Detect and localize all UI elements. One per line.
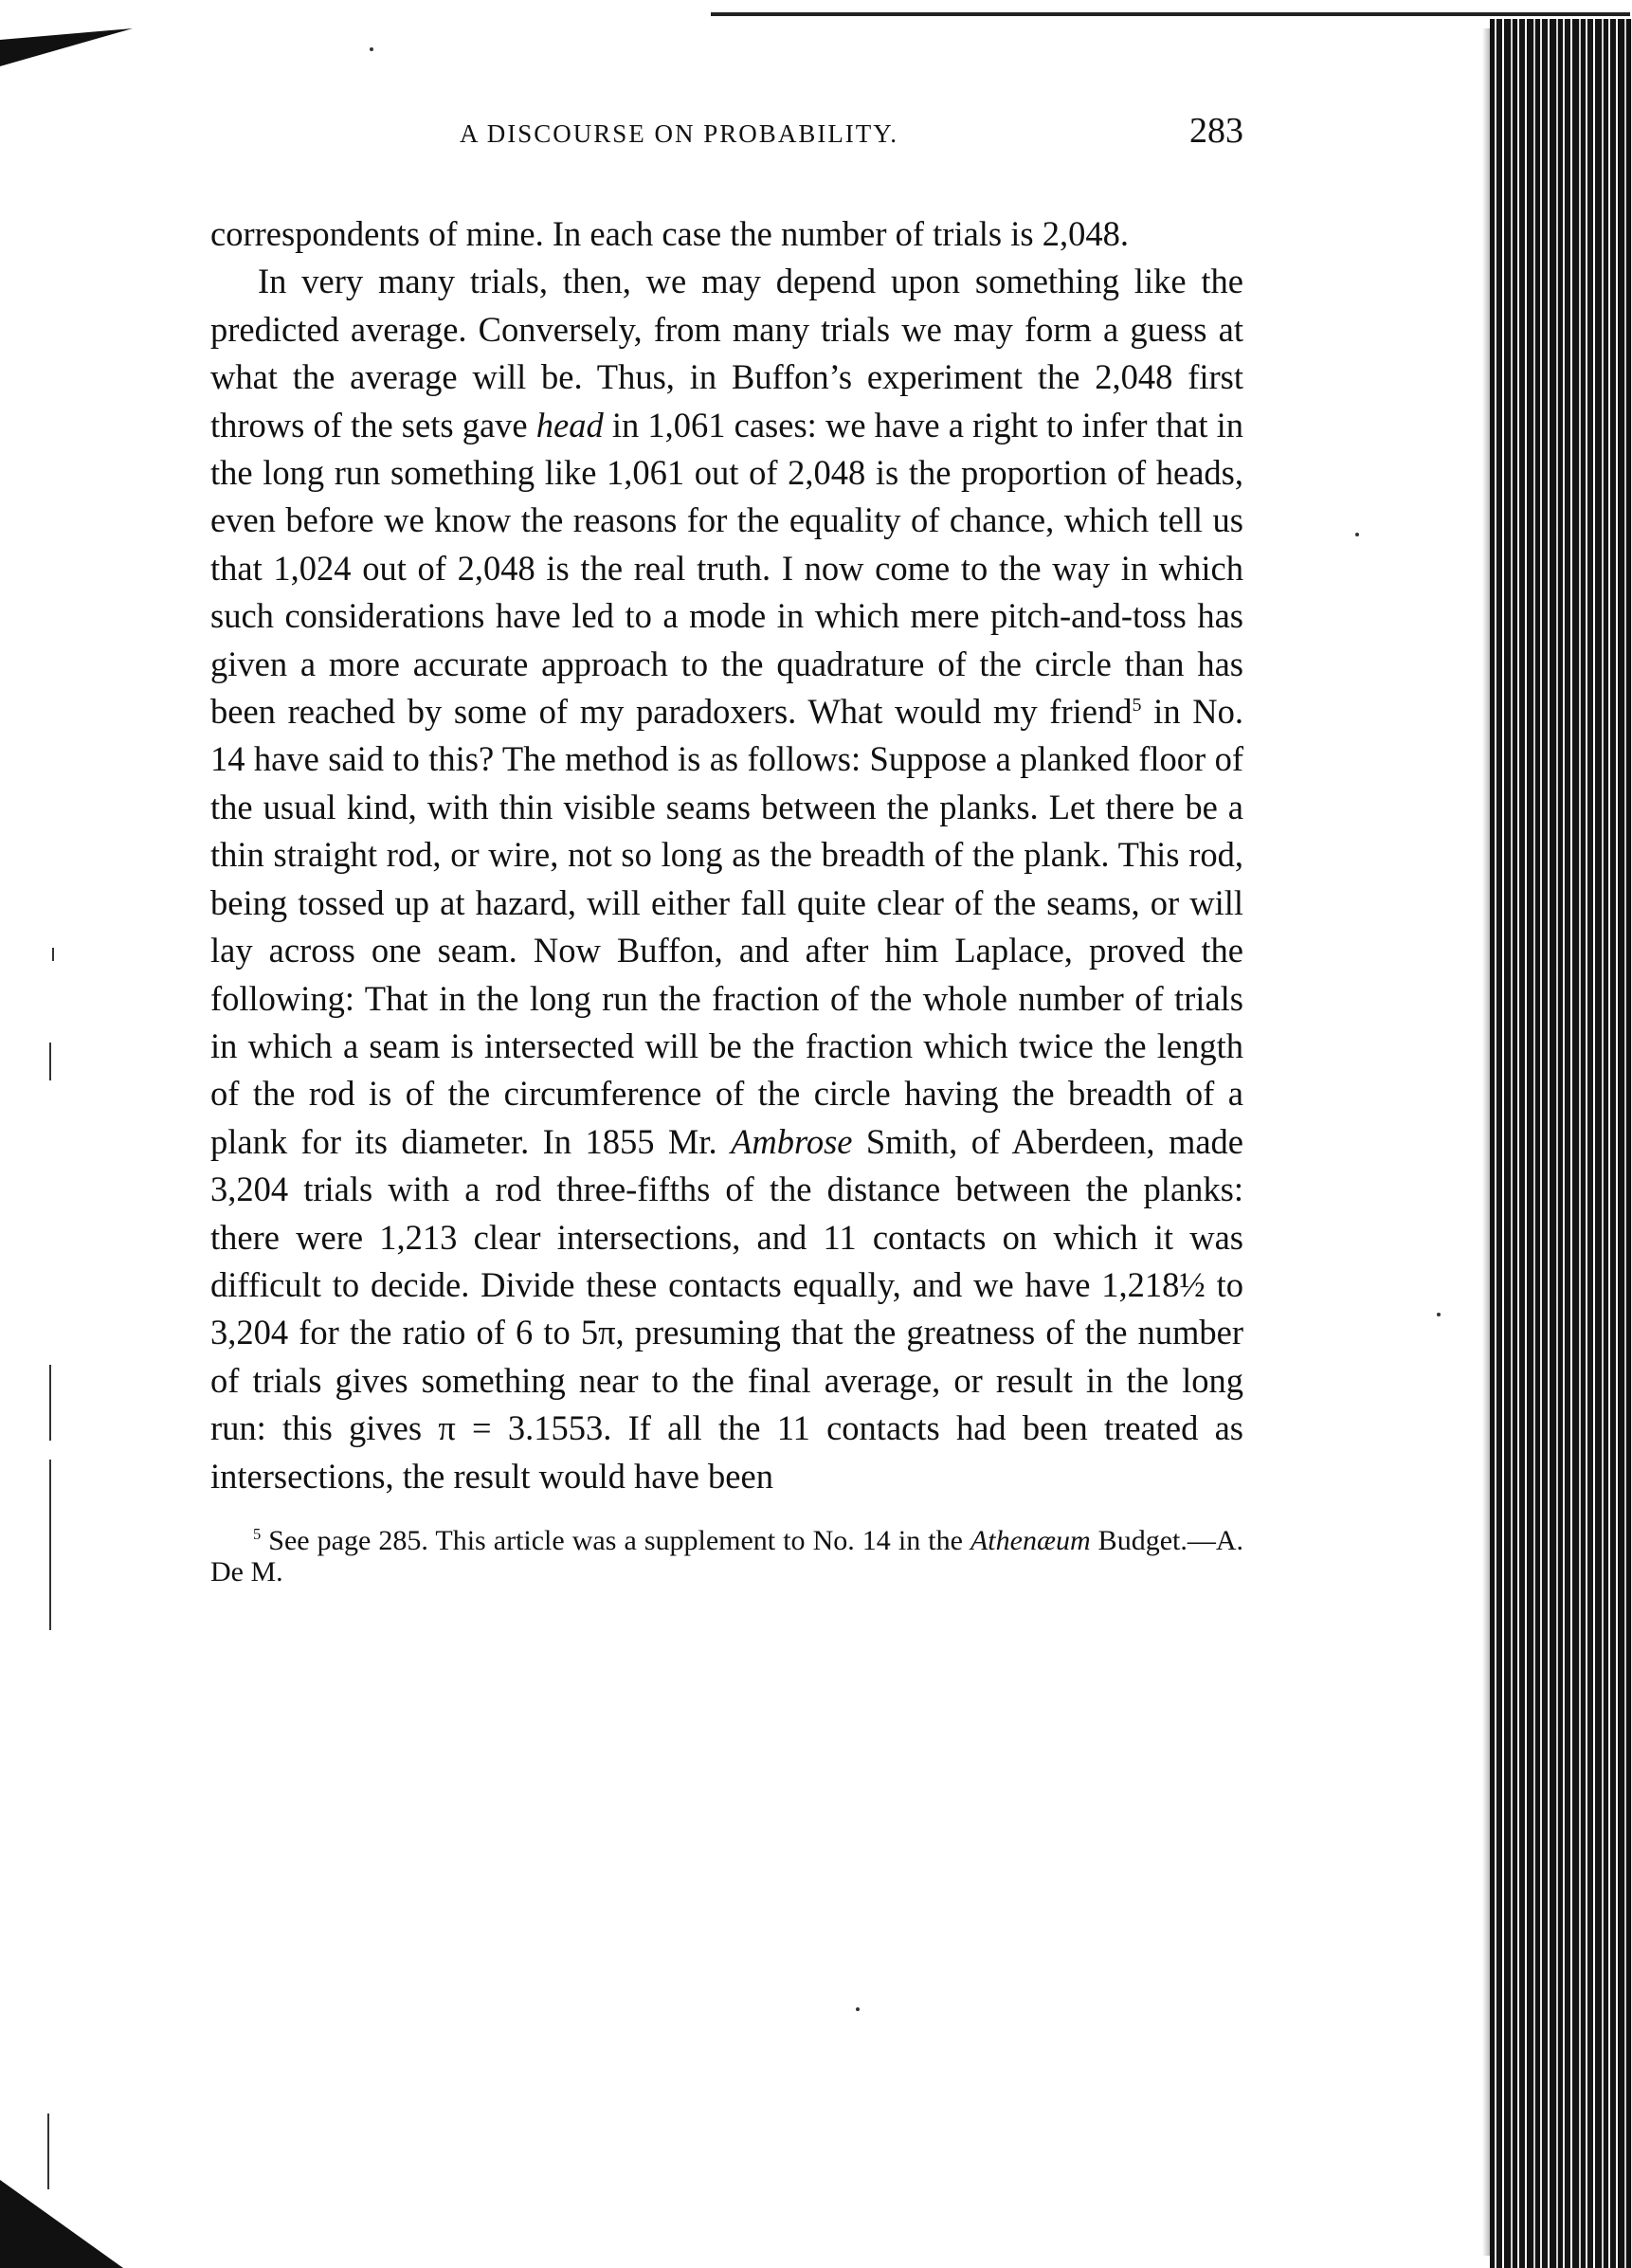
- scan-margin-mark: [47, 2114, 49, 2189]
- page-number: 283: [1189, 111, 1243, 151]
- running-title: A DISCOURSE ON PROBABILITY.: [460, 119, 899, 148]
- scan-margin-mark: [49, 1043, 51, 1080]
- italic-athenaeum: Athenæum: [970, 1524, 1091, 1556]
- paragraph-1: correspondents of mine. In each case the number of trials is 2,048.: [210, 214, 1129, 253]
- footnote: [210, 1525, 1243, 1588]
- body-text: [210, 210, 1243, 1500]
- italic-head: head: [535, 405, 604, 445]
- scan-speck: [1355, 533, 1359, 536]
- scan-spine-shadow: [1482, 28, 1490, 2256]
- footnote-text-b: Budget.—A. De M.: [210, 1524, 1244, 1588]
- scan-corner-mark-bottom: [0, 2180, 142, 2268]
- italic-ambrose: Ambrose: [731, 1121, 853, 1161]
- paragraph-2-text-b: in 1,061 cases: we have a right to infer that in the long run something like 1,061 out of 2,048 is the proportion of heads, even before we know the reasons for the equality of chance, which tell us that 1,024 out of 2,048 is the real truth. I now come to the way in which such considerations have led to a mode in which mere pitch-and-toss has given a more accurate approach to the quadrature of the circle than has been reached by some of my paradoxers. What would my friend: [210, 405, 1243, 732]
- paragraph-2: [210, 258, 1243, 1500]
- footnote-text-a: See page 285. This article was a supplement to No. 14 in the: [261, 1524, 970, 1556]
- scan-margin-mark: [52, 948, 54, 961]
- scan-speck: [1437, 1313, 1441, 1316]
- book-page: [210, 106, 1243, 1588]
- scan-speck: [856, 2007, 860, 2011]
- scan-speck: [370, 47, 373, 51]
- scan-corner-mark-top: [0, 28, 142, 66]
- scan-margin-mark: [49, 1365, 51, 1441]
- paragraph-2-text-c: in No. 14 have said to this? The method is as follows: Suppose a planked floor of the usual kind, with thin visible seams between the planks. Let there be a thin straight rod, or wire, not so long as the breadth of the plank. This rod, being tossed up at hazard, will either fall quite clear of the seams, or will lay across one seam. Now Buffon, and after him Laplace, proved the following: That in the long run the fraction of the whole number of trials in which a seam is intersected will be the fraction which twice the length of the rod is of the circumference of the circle having the breadth of a plank for its diameter. In 1855 Mr.: [210, 692, 1243, 1161]
- scan-top-rule: [711, 12, 1630, 16]
- footnote-reference: 5: [1132, 694, 1142, 716]
- paragraph-2-text-a: In very many trials, then, we may depend upon something like the predicted average. Conversely, from many trials we may form a guess at what the average will be. Thus, in Buffon’s experiment the 2,048 first throws of the sets gave: [210, 262, 1243, 445]
- footnote-marker: 5: [253, 1524, 262, 1543]
- scan-book-spine: [1490, 19, 1632, 2268]
- paragraph-2-text-d: Smith, of Aberdeen, made 3,204 trials with a rod three-fifths of the distance between the planks: there were 1,213 clear intersections, and 11 contacts on which it was difficult to decide. Divide these contacts equally, and we have 1,218½ to 3,204 for the ratio of 6 to 5π, presuming that the greatness of the number of trials gives something near to the final average, or result in the long run: this gives π = 3.1553. If all the 11 contacts had been treated as intersections, the result would have been: [210, 1121, 1243, 1496]
- page-header: [210, 106, 1243, 163]
- scan-margin-mark: [49, 1460, 51, 1630]
